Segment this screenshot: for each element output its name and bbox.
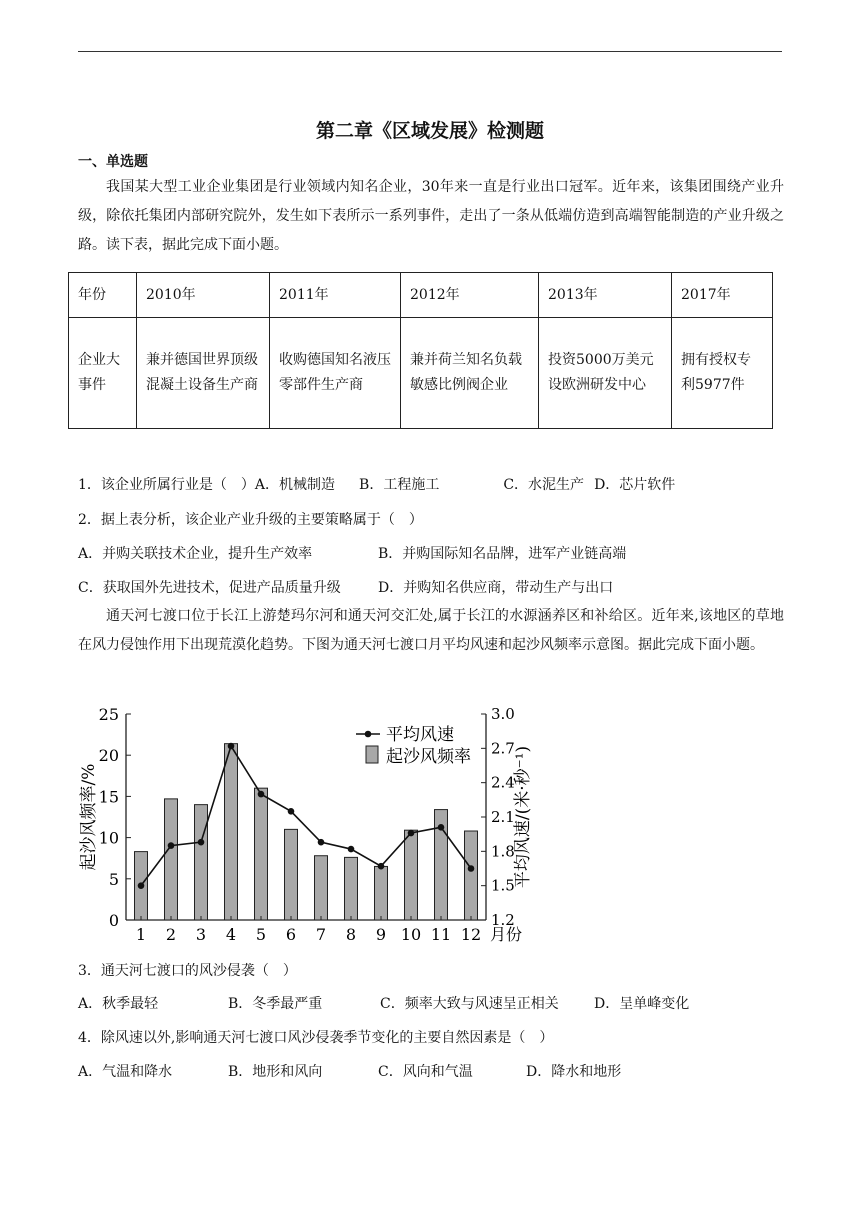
option-b: B．并购国际知名品牌，进军产业链高端 bbox=[378, 546, 627, 562]
y-tick-label-right: 2.1 bbox=[491, 808, 515, 826]
legend-label: 起沙风频率 bbox=[386, 747, 471, 767]
option-c: C．水泥生产 bbox=[503, 477, 585, 493]
option-d: D．芯片软件 bbox=[594, 477, 676, 493]
table-event-row bbox=[69, 318, 773, 429]
option-c: C．获取国外先进技术，促进产品质量升级 bbox=[78, 580, 341, 596]
events-table bbox=[68, 272, 773, 429]
x-tick-label: 6 bbox=[285, 925, 297, 944]
x-tick-label: 4 bbox=[225, 925, 237, 944]
series-point bbox=[168, 842, 175, 849]
y-axis-title-left: 起沙风频率/% bbox=[79, 763, 99, 871]
page-title: 第二章《区域发展》检测题 bbox=[315, 120, 544, 142]
table-year-cell: 2017年 bbox=[672, 273, 773, 318]
series-point bbox=[258, 791, 265, 798]
series-point bbox=[348, 846, 355, 853]
question-2-row-2 bbox=[78, 577, 613, 597]
option-a: A．并购关联技术企业，提升生产效率 bbox=[78, 546, 313, 562]
series-point bbox=[438, 824, 445, 831]
x-tick-label: 2 bbox=[165, 925, 177, 944]
y-tick-label-left: 20 bbox=[98, 746, 119, 766]
bar bbox=[285, 829, 298, 920]
option-d: D．呈单峰变化 bbox=[594, 996, 690, 1012]
option-a: A．机械制造 bbox=[254, 477, 336, 493]
table-year-cell: 2013年 bbox=[539, 273, 672, 318]
table-event-cell: 拥有授权专利5977件 bbox=[672, 318, 773, 429]
section-heading: 一、单选题 bbox=[78, 154, 148, 170]
table-year-cell: 2011年 bbox=[270, 273, 401, 318]
series-point bbox=[228, 743, 235, 750]
y-tick-label-left: 15 bbox=[98, 787, 119, 807]
bar bbox=[165, 799, 178, 920]
question-4-options bbox=[78, 1061, 621, 1081]
y-tick-label-right: 1.5 bbox=[491, 876, 515, 895]
bar bbox=[375, 866, 388, 920]
option-a: A．秋季最轻 bbox=[78, 996, 159, 1012]
option-c: C．频率大致与风速呈正相关 bbox=[380, 996, 559, 1012]
x-tick-label: 11 bbox=[430, 925, 452, 944]
bar bbox=[315, 856, 328, 920]
y-tick-label-left: 0 bbox=[108, 911, 119, 930]
bar bbox=[465, 831, 478, 920]
legend-line-dot bbox=[365, 731, 372, 738]
y-tick-label-right: 1.2 bbox=[491, 911, 515, 929]
table-header-row bbox=[69, 273, 773, 318]
question-2-row-1 bbox=[78, 543, 626, 563]
x-tick-label: 1 bbox=[135, 925, 147, 944]
series-point bbox=[378, 863, 385, 870]
question-3-options bbox=[78, 993, 689, 1013]
bar bbox=[345, 857, 358, 920]
header-rule bbox=[78, 51, 782, 52]
table-header-label: 年份 bbox=[69, 273, 137, 318]
y-tick-label-right: 2.7 bbox=[491, 739, 515, 758]
passage-1: 我国某大型工业企业集团是行业领域内知名企业，30年来一直是行业出口冠军。近年来，该集团围绕产业升级，除依托集团内部研究院外，发生如下表所示一系列事件，走出了一条从低端仿造到高端智能制造的产业升级之路。读下表，据此完成下面小题。 bbox=[78, 179, 784, 253]
table-year-cell: 2010年 bbox=[137, 273, 270, 318]
bar bbox=[405, 830, 418, 920]
x-axis-unit: 月份 bbox=[490, 925, 523, 944]
series-point bbox=[288, 808, 295, 815]
y-tick-label-left: 10 bbox=[98, 828, 119, 848]
bar bbox=[195, 805, 208, 920]
series-point bbox=[198, 839, 205, 846]
option-d: D．降水和地形 bbox=[526, 1064, 622, 1080]
bar bbox=[225, 744, 238, 920]
question-3-stem: 3．通天河七渡口的风沙侵袭（ ） bbox=[78, 963, 297, 979]
table-event-cell: 兼并德国世界顶级混凝土设备生产商 bbox=[137, 318, 270, 429]
series-point bbox=[138, 882, 145, 889]
question-4-stem: 4．除风速以外,影响通天河七渡口风沙侵袭季节变化的主要自然因素是（ ） bbox=[78, 1030, 554, 1046]
x-tick-label: 8 bbox=[345, 925, 357, 944]
question-1 bbox=[78, 474, 675, 494]
x-tick-label: 3 bbox=[195, 925, 207, 944]
table-event-cell: 投资5000万美元设欧洲研发中心 bbox=[539, 318, 672, 429]
question-stem: 1．该企业所属行业是（ ） bbox=[78, 477, 255, 493]
bar bbox=[255, 788, 268, 920]
wind-chart bbox=[74, 700, 534, 950]
series-point bbox=[318, 839, 325, 846]
legend-bar-swatch bbox=[366, 746, 378, 763]
series-point bbox=[468, 865, 475, 872]
x-tick-label: 9 bbox=[375, 925, 387, 944]
passage-2: 通天河七渡口位于长江上游楚玛尔河和通天河交汇处,属于长江的水源涵养区和补给区。近年来,该地区的草地在风力侵蚀作用下出现荒漠化趋势。下图为通天河七渡口月平均风速和起沙风频率示意图。据此完成下面小题。 bbox=[78, 608, 784, 653]
table-year-cell: 2012年 bbox=[401, 273, 539, 318]
option-b: B．冬季最严重 bbox=[228, 996, 323, 1012]
x-tick-label: 10 bbox=[400, 925, 422, 944]
legend-label: 平均风速 bbox=[386, 725, 454, 745]
y-tick-label-right: 2.4 bbox=[491, 773, 515, 792]
table-event-cell: 兼并荷兰知名负载敏感比例阀企业 bbox=[401, 318, 539, 429]
option-b: B．地形和风向 bbox=[228, 1064, 323, 1080]
table-row-label: 企业大事件 bbox=[69, 318, 137, 429]
series-point bbox=[408, 830, 415, 837]
option-d: D．并购知名供应商，带动生产与出口 bbox=[378, 580, 614, 596]
option-c: C．风向和气温 bbox=[378, 1064, 473, 1080]
x-tick-label: 7 bbox=[315, 925, 327, 944]
option-a: A．气温和降水 bbox=[78, 1064, 173, 1080]
y-tick-label-right: 1.8 bbox=[491, 842, 515, 861]
y-tick-label-left: 5 bbox=[108, 869, 119, 889]
option-b: B．工程施工 bbox=[359, 477, 440, 493]
x-tick-label: 5 bbox=[255, 925, 267, 944]
y-tick-label-right: 3.0 bbox=[491, 705, 515, 723]
y-axis-title-right: 平均风速/(米·秒⁻¹) bbox=[513, 745, 533, 889]
x-tick-label: 12 bbox=[460, 925, 482, 944]
y-tick-label-left: 25 bbox=[98, 705, 119, 724]
table-event-cell: 收购德国知名液压零部件生产商 bbox=[270, 318, 401, 429]
question-2-stem: 2．据上表分析，该企业产业升级的主要策略属于（ ） bbox=[78, 512, 423, 528]
